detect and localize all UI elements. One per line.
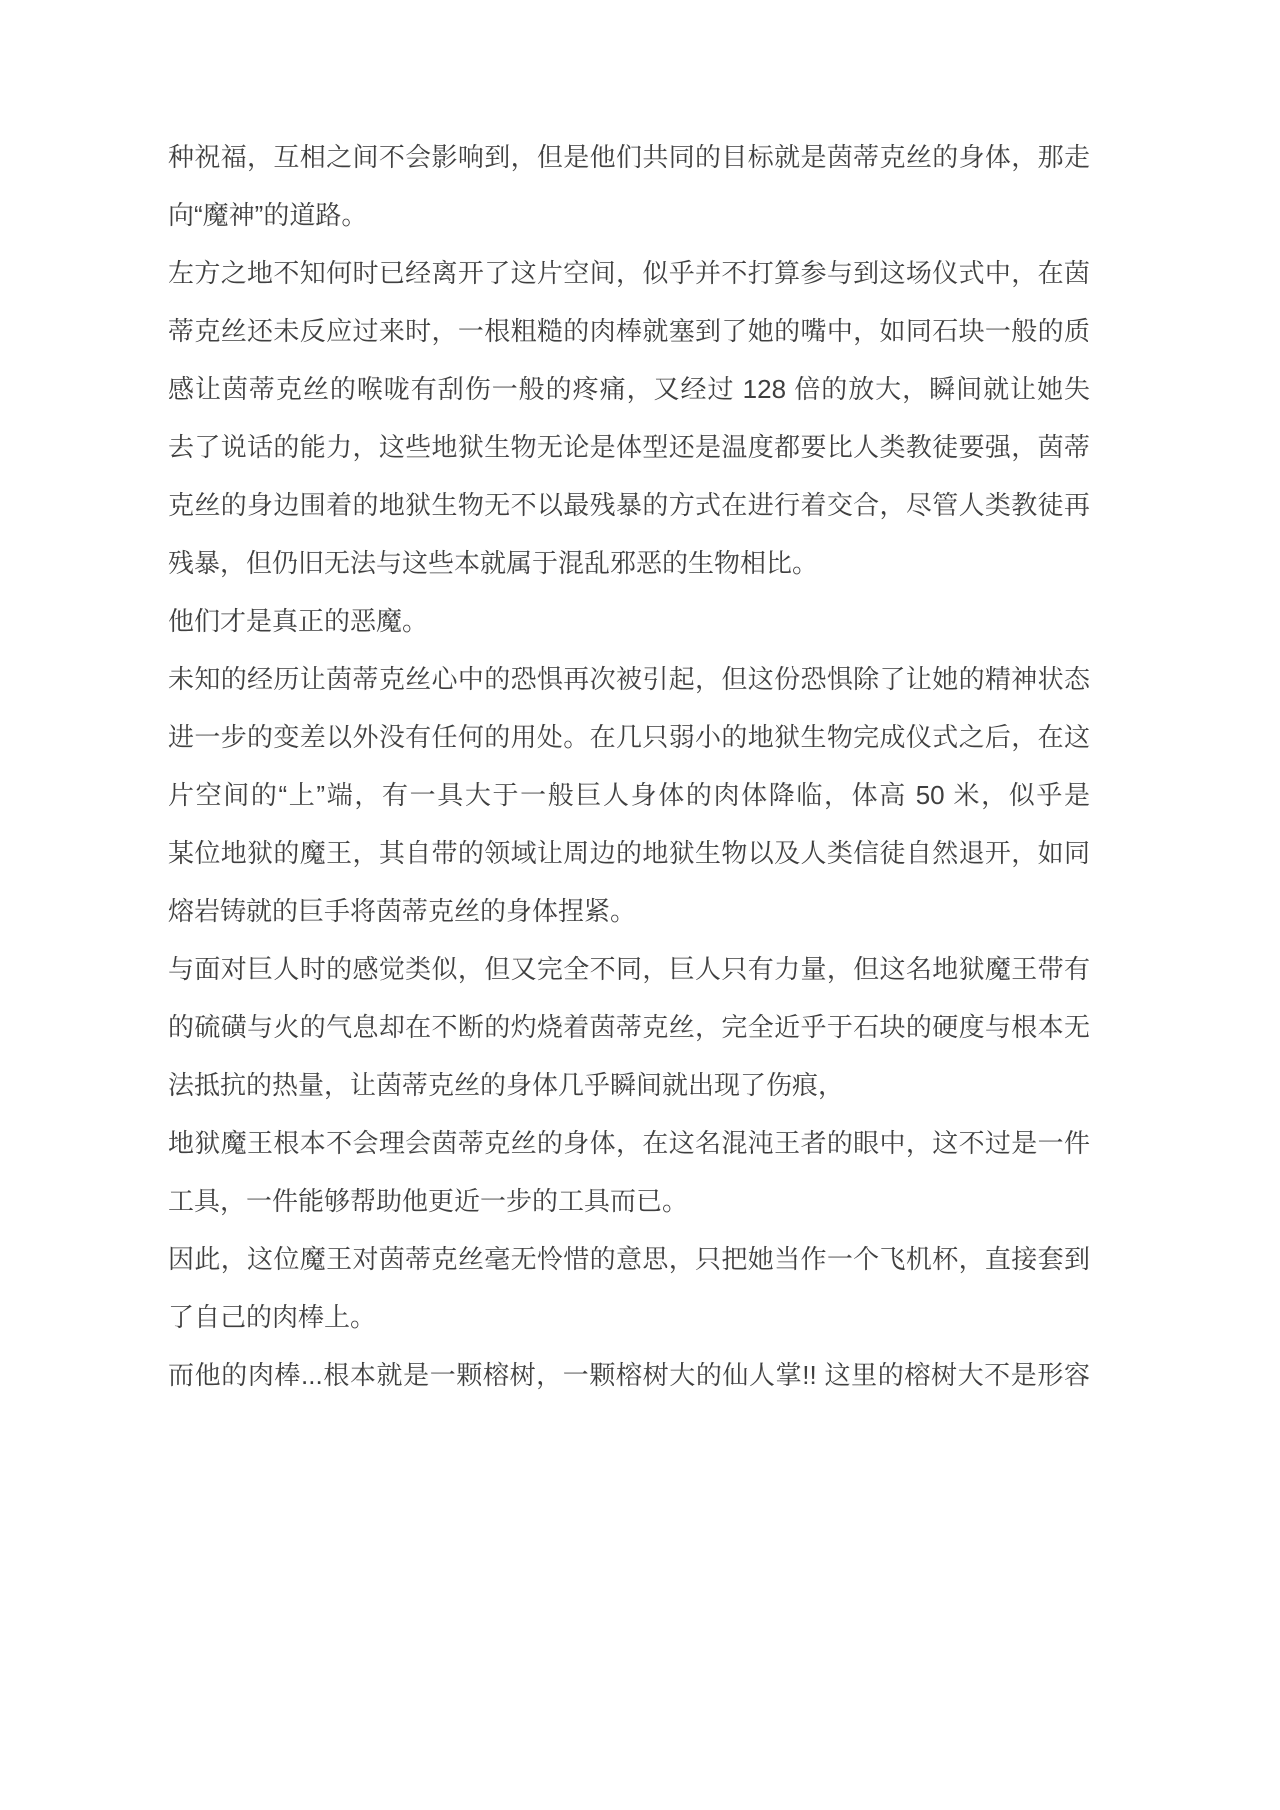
- text-line: 去了说话的能力，这些地狱生物无论是体型还是温度都要比人类教徒要强，茵蒂: [168, 432, 1090, 462]
- text-line: 的硫磺与火的气息却在不断的灼烧着茵蒂克丝，完全近乎于石块的硬度与根本无: [168, 1012, 1090, 1042]
- text-line: 进一步的变差以外没有任何的用处。在几只弱小的地狱生物完成仪式之后，在这: [168, 722, 1090, 752]
- text-line: 种祝福，互相之间不会影响到，但是他们共同的目标就是茵蒂克丝的身体，那走: [168, 142, 1090, 172]
- text-line: 蒂克丝还未反应过来时，一根粗糙的肉棒就塞到了她的嘴中，如同石块一般的质: [168, 316, 1090, 346]
- text-line: 向“魔神”的道路。: [168, 200, 368, 230]
- text-line: 与面对巨人时的感觉类似，但又完全不同，巨人只有力量，但这名地狱魔王带有: [168, 954, 1090, 984]
- paragraph: [168, 128, 1090, 244]
- paragraph: [168, 940, 1090, 1114]
- text-line: 而他的肉棒...根本就是一颗榕树，一颗榕树大的仙人掌!! 这里的榕树大不是形容: [168, 1360, 1090, 1390]
- paragraph: [168, 592, 1090, 650]
- text-line: 法抵抗的热量，让茵蒂克丝的身体几乎瞬间就出现了伤痕，: [168, 1070, 845, 1100]
- text-line: 左方之地不知何时已经离开了这片空间，似乎并不打算参与到这场仪式中，在茵: [168, 258, 1090, 288]
- paragraph: [168, 1114, 1090, 1230]
- text-line: 残暴，但仍旧无法与这些本就属于混乱邪恶的生物相比。: [168, 548, 819, 578]
- paragraph: [168, 244, 1090, 592]
- paragraph: [168, 1346, 1090, 1404]
- text-line: 某位地狱的魔王，其自带的领域让周边的地狱生物以及人类信徒自然退开，如同: [168, 838, 1090, 868]
- text-line: 因此，这位魔王对茵蒂克丝毫无怜惜的意思，只把她当作一个飞机杯，直接套到: [168, 1244, 1090, 1274]
- paragraph: [168, 1230, 1090, 1346]
- text-line: 克丝的身边围着的地狱生物无不以最残暴的方式在进行着交合，尽管人类教徒再: [168, 490, 1090, 520]
- text-line: 感让茵蒂克丝的喉咙有刮伤一般的疼痛，又经过 128 倍的放大，瞬间就让她失: [168, 374, 1090, 404]
- text-line: 工具，一件能够帮助他更近一步的工具而已。: [168, 1186, 689, 1216]
- text-line: 熔岩铸就的巨手将茵蒂克丝的身体捏紧。: [168, 896, 637, 926]
- paragraph: [168, 650, 1090, 940]
- text-line: 他们才是真正的恶魔。: [168, 606, 429, 636]
- text-line: 未知的经历让茵蒂克丝心中的恐惧再次被引起，但这份恐惧除了让她的精神状态: [168, 664, 1090, 694]
- text-line: 片空间的“上”端，有一具大于一般巨人身体的肉体降临，体高 50 米，似乎是: [168, 780, 1090, 810]
- text-line: 了自己的肉棒上。: [168, 1302, 377, 1332]
- text-line: 地狱魔王根本不会理会茵蒂克丝的身体，在这名混沌王者的眼中，这不过是一件: [168, 1128, 1090, 1158]
- text-block: [168, 128, 1090, 1404]
